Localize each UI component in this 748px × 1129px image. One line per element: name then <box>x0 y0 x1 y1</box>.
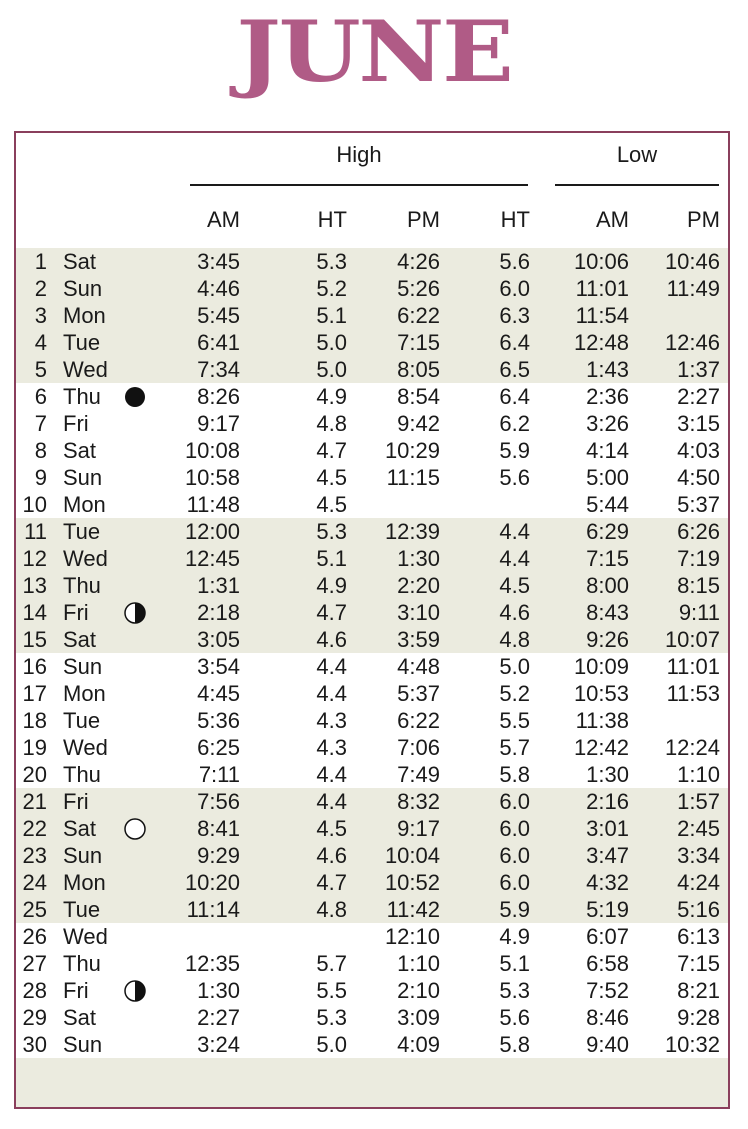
high-pm-column-header: PM <box>407 207 440 232</box>
day-number: 1 <box>34 249 47 274</box>
day-of-week: Sat <box>63 249 97 274</box>
day-number: 18 <box>22 708 47 733</box>
low-am-time: 2:16 <box>586 789 629 814</box>
high-am-height: 4.7 <box>316 870 347 895</box>
day-number: 30 <box>22 1032 47 1057</box>
day-number: 3 <box>34 303 47 328</box>
high-am-height: 5.7 <box>316 951 347 976</box>
moon-new-icon <box>124 386 146 408</box>
low-am-time: 8:43 <box>586 600 629 625</box>
day-number: 7 <box>34 411 47 436</box>
day-of-week: Sun <box>63 465 103 490</box>
low-pm-time: 11:53 <box>666 681 720 706</box>
day-number: 13 <box>22 573 47 598</box>
low-pm-time: 1:37 <box>677 357 720 382</box>
high-am-time: 1:30 <box>197 978 240 1003</box>
high-am-time: 3:24 <box>197 1032 240 1057</box>
table-row <box>16 329 728 356</box>
high-am-height: 4.5 <box>316 816 347 841</box>
high-am-time: 10:58 <box>184 465 240 490</box>
high-pm-height: 5.7 <box>499 735 530 760</box>
low-pm-time: 11:49 <box>666 276 720 301</box>
low-pm-time: 7:19 <box>677 546 720 571</box>
day-of-week: Mon <box>63 492 106 517</box>
low-pm-time: 6:13 <box>677 924 720 949</box>
low-pm-time: 7:15 <box>677 951 720 976</box>
low-am-time: 9:26 <box>586 627 629 652</box>
day-of-week: Sun <box>63 276 103 301</box>
high-pm-time: 10:29 <box>384 438 440 463</box>
day-of-week: Thu <box>63 573 101 598</box>
low-pm-time: 4:24 <box>677 870 720 895</box>
low-am-time: 12:48 <box>573 330 629 355</box>
high-pm-time: 9:17 <box>397 816 440 841</box>
high-am-time: 11:14 <box>186 897 240 922</box>
table-row <box>16 734 728 761</box>
high-pm-height: 6.0 <box>499 870 530 895</box>
page-title: JUNE <box>236 2 512 101</box>
high-pm-time: 5:37 <box>397 681 440 706</box>
day-of-week: Thu <box>63 762 101 787</box>
day-number: 15 <box>22 627 47 652</box>
high-am-height: 4.8 <box>316 897 347 922</box>
high-pm-height: 6.0 <box>499 276 530 301</box>
high-am-time: 7:11 <box>198 762 240 787</box>
high-am-time: 4:45 <box>197 681 240 706</box>
high-am-time: 8:26 <box>197 384 240 409</box>
low-am-time: 6:58 <box>586 951 629 976</box>
high-pm-time: 7:15 <box>397 330 440 355</box>
day-of-week: Sat <box>63 627 97 652</box>
low-am-time: 6:29 <box>586 519 629 544</box>
table-row <box>16 761 728 788</box>
high-am-time: 10:08 <box>184 438 240 463</box>
high-pm-height: 4.4 <box>499 519 530 544</box>
table-row <box>16 1004 728 1031</box>
low-am-time: 5:44 <box>586 492 629 517</box>
high-pm-height: 5.8 <box>499 762 530 787</box>
high-pm-height: 6.3 <box>499 303 530 328</box>
low-am-time: 2:36 <box>586 384 629 409</box>
high-am-time: 2:27 <box>197 1005 240 1030</box>
table-row <box>16 653 728 680</box>
high-pm-time: 12:39 <box>384 519 440 544</box>
high-am-time: 10:20 <box>184 870 240 895</box>
day-number: 2 <box>34 276 47 301</box>
table-row <box>16 842 728 869</box>
high-pm-time: 1:10 <box>397 951 440 976</box>
low-pm-time: 2:45 <box>677 816 720 841</box>
high-pm-time: 4:26 <box>397 249 440 274</box>
high-am-time: 12:45 <box>184 546 240 571</box>
day-of-week: Tue <box>63 330 101 355</box>
day-of-week: Wed <box>63 357 108 382</box>
low-am-time: 10:09 <box>573 654 629 679</box>
high-am-time: 7:56 <box>197 789 240 814</box>
high-am-height: 4.5 <box>316 465 347 490</box>
low-am-time: 11:38 <box>575 708 629 733</box>
high-am-time: 7:34 <box>197 357 240 382</box>
day-number: 24 <box>22 870 47 895</box>
day-of-week: Fri <box>63 789 89 814</box>
low-pm-time: 8:15 <box>677 573 720 598</box>
low-am-time: 5:00 <box>586 465 629 490</box>
high-am-height: 4.9 <box>316 384 347 409</box>
day-number: 10 <box>22 492 47 517</box>
table-row <box>16 518 728 545</box>
table-row <box>16 464 728 491</box>
day-number: 8 <box>34 438 47 463</box>
high-pm-height: 5.6 <box>499 1005 530 1030</box>
high-pm-time: 9:42 <box>397 411 440 436</box>
low-group-divider <box>555 184 719 186</box>
low-am-time: 6:07 <box>586 924 629 949</box>
high-am-height: 5.3 <box>316 249 347 274</box>
low-am-time: 10:06 <box>573 249 629 274</box>
high-pm-time: 7:49 <box>397 762 440 787</box>
high-pm-height: 5.0 <box>499 654 530 679</box>
table-row <box>16 896 728 923</box>
high-am-time: 3:05 <box>197 627 240 652</box>
table-row <box>16 275 728 302</box>
day-number: 12 <box>22 546 47 571</box>
high-am-time: 2:18 <box>197 600 240 625</box>
table-row <box>16 545 728 572</box>
day-number: 20 <box>22 762 47 787</box>
day-number: 6 <box>34 384 47 409</box>
day-number: 23 <box>22 843 47 868</box>
day-number: 21 <box>22 789 47 814</box>
high-pm-time: 6:22 <box>397 303 440 328</box>
table-row <box>16 1031 728 1058</box>
table-row <box>16 707 728 734</box>
high-am-height: 4.9 <box>316 573 347 598</box>
high-pm-time: 11:42 <box>386 897 440 922</box>
day-of-week: Wed <box>63 546 108 571</box>
high-am-height: 5.3 <box>316 1005 347 1030</box>
day-number: 9 <box>34 465 47 490</box>
day-of-week: Thu <box>63 384 101 409</box>
day-number: 28 <box>22 978 47 1003</box>
high-pm-time: 1:30 <box>397 546 440 571</box>
high-am-time: 4:46 <box>197 276 240 301</box>
low-pm-time: 12:46 <box>664 330 720 355</box>
low-pm-time: 8:21 <box>677 978 720 1003</box>
high-am-time: 11:48 <box>186 492 240 517</box>
low-tide-group-label: Low <box>616 142 658 167</box>
high-am-time: 8:41 <box>197 816 240 841</box>
high-am-column-header: AM <box>207 207 240 232</box>
table-row <box>16 788 728 815</box>
low-am-column-header: AM <box>596 207 629 232</box>
day-of-week: Sun <box>63 1032 103 1057</box>
low-pm-time: 9:11 <box>678 600 720 625</box>
high-pm-time: 3:10 <box>397 600 440 625</box>
low-am-time: 5:19 <box>586 897 629 922</box>
table-row <box>16 356 728 383</box>
moon-full-icon <box>124 818 146 840</box>
high-pm-height: 5.9 <box>499 897 530 922</box>
high-pm-time: 3:59 <box>397 627 440 652</box>
high-am-time: 9:29 <box>197 843 240 868</box>
low-pm-time: 9:28 <box>677 1005 720 1030</box>
high-am-time: 3:45 <box>197 249 240 274</box>
day-of-week: Mon <box>63 303 106 328</box>
high-pm-height: 6.0 <box>499 789 530 814</box>
high-am-height: 4.6 <box>316 627 347 652</box>
table-row <box>16 599 728 626</box>
low-pm-time: 1:10 <box>677 762 720 787</box>
high-am-height: 5.0 <box>316 357 347 382</box>
low-am-time: 1:43 <box>586 357 629 382</box>
day-of-week: Mon <box>63 870 106 895</box>
day-number: 27 <box>22 951 47 976</box>
high-am-height: 5.0 <box>316 1032 347 1057</box>
high-pm-height: 6.0 <box>499 816 530 841</box>
day-of-week: Tue <box>63 519 101 544</box>
high-am-height-column-header: HT <box>317 207 347 232</box>
low-pm-time: 5:37 <box>677 492 720 517</box>
low-am-time: 9:40 <box>586 1032 629 1057</box>
high-tide-group-label: High <box>336 142 382 167</box>
day-of-week: Wed <box>63 924 108 949</box>
table-row <box>16 815 728 842</box>
day-number: 4 <box>34 330 47 355</box>
high-pm-time: 8:32 <box>397 789 440 814</box>
high-pm-time: 7:06 <box>397 735 440 760</box>
high-pm-time: 3:09 <box>397 1005 440 1030</box>
high-pm-height: 6.0 <box>499 843 530 868</box>
high-pm-time: 12:10 <box>384 924 440 949</box>
table-row <box>16 410 728 437</box>
table-row <box>16 572 728 599</box>
high-am-time: 5:36 <box>197 708 240 733</box>
high-am-height: 4.4 <box>316 654 347 679</box>
high-pm-time: 10:04 <box>384 843 440 868</box>
table-row <box>16 680 728 707</box>
high-pm-time: 6:22 <box>397 708 440 733</box>
high-pm-time: 2:10 <box>397 978 440 1003</box>
low-am-time: 4:32 <box>586 870 629 895</box>
day-of-week: Fri <box>63 978 89 1003</box>
moon-first-quarter-icon <box>124 602 146 624</box>
day-of-week: Tue <box>63 708 101 733</box>
low-pm-time: 4:03 <box>677 438 720 463</box>
high-pm-time: 8:05 <box>397 357 440 382</box>
low-pm-time: 5:16 <box>677 897 720 922</box>
high-pm-height: 6.4 <box>499 384 530 409</box>
high-pm-time: 5:26 <box>397 276 440 301</box>
day-number: 19 <box>22 735 47 760</box>
high-pm-height: 5.1 <box>499 951 530 976</box>
low-am-time: 8:00 <box>586 573 629 598</box>
low-am-time: 3:01 <box>586 816 629 841</box>
high-am-height: 5.2 <box>316 276 347 301</box>
high-pm-time: 8:54 <box>397 384 440 409</box>
high-group-divider <box>190 184 528 186</box>
day-number: 25 <box>22 897 47 922</box>
high-pm-height: 5.6 <box>499 465 530 490</box>
day-of-week: Sat <box>63 816 97 841</box>
high-am-height: 5.3 <box>316 519 347 544</box>
high-pm-time: 4:09 <box>397 1032 440 1057</box>
day-number: 29 <box>22 1005 47 1030</box>
high-pm-height: 5.5 <box>499 708 530 733</box>
high-am-height: 4.8 <box>316 411 347 436</box>
day-of-week: Mon <box>63 681 106 706</box>
low-am-time: 4:14 <box>586 438 629 463</box>
high-pm-height: 4.9 <box>499 924 530 949</box>
day-of-week: Sat <box>63 1005 97 1030</box>
table-footer-band <box>16 1058 728 1107</box>
high-am-height: 4.4 <box>316 681 347 706</box>
low-am-time: 11:01 <box>575 276 629 301</box>
day-of-week: Fri <box>63 600 89 625</box>
day-number: 5 <box>34 357 47 382</box>
low-pm-time: 6:26 <box>677 519 720 544</box>
high-pm-height: 5.9 <box>499 438 530 463</box>
day-of-week: Wed <box>63 735 108 760</box>
high-am-time: 1:31 <box>197 573 240 598</box>
high-am-height: 4.4 <box>316 762 347 787</box>
low-pm-time: 2:27 <box>677 384 720 409</box>
day-number: 17 <box>22 681 47 706</box>
high-pm-time: 10:52 <box>384 870 440 895</box>
low-pm-time: 10:46 <box>664 249 720 274</box>
table-row <box>16 491 728 518</box>
low-pm-time: 12:24 <box>664 735 720 760</box>
low-am-time: 3:47 <box>586 843 629 868</box>
high-am-height: 5.5 <box>316 978 347 1003</box>
low-pm-time: 3:15 <box>677 411 720 436</box>
low-pm-time: 3:34 <box>677 843 720 868</box>
high-pm-height: 5.2 <box>499 681 530 706</box>
high-am-height: 4.5 <box>316 492 347 517</box>
high-pm-height: 6.2 <box>499 411 530 436</box>
table-row <box>16 626 728 653</box>
table-row <box>16 248 728 275</box>
day-of-week: Sun <box>63 654 103 679</box>
day-number: 26 <box>22 924 47 949</box>
low-am-time: 11:54 <box>575 303 629 328</box>
day-number: 22 <box>22 816 47 841</box>
low-am-time: 8:46 <box>586 1005 629 1030</box>
low-pm-time: 10:07 <box>664 627 720 652</box>
high-am-time: 6:25 <box>197 735 240 760</box>
high-am-time: 9:17 <box>197 411 240 436</box>
day-number: 11 <box>24 519 47 544</box>
day-of-week: Thu <box>63 951 101 976</box>
high-am-time: 3:54 <box>197 654 240 679</box>
low-am-time: 12:42 <box>573 735 629 760</box>
high-pm-height: 4.6 <box>499 600 530 625</box>
table-row <box>16 977 728 1004</box>
high-pm-time: 11:15 <box>386 465 440 490</box>
high-am-time: 5:45 <box>197 303 240 328</box>
low-am-time: 10:53 <box>573 681 629 706</box>
table-row <box>16 302 728 329</box>
high-pm-height: 4.5 <box>499 573 530 598</box>
tide-rows <box>16 248 728 1058</box>
low-pm-time: 11:01 <box>666 654 720 679</box>
low-am-time: 1:30 <box>586 762 629 787</box>
high-pm-time: 4:48 <box>397 654 440 679</box>
high-pm-height: 6.5 <box>499 357 530 382</box>
day-of-week: Sat <box>63 438 97 463</box>
high-pm-height: 4.4 <box>499 546 530 571</box>
low-pm-time: 10:32 <box>664 1032 720 1057</box>
high-am-height: 4.7 <box>316 438 347 463</box>
table-row <box>16 383 728 410</box>
table-row <box>16 869 728 896</box>
high-am-time: 6:41 <box>197 330 240 355</box>
low-pm-column-header: PM <box>687 207 720 232</box>
day-of-week: Sun <box>63 843 103 868</box>
low-am-time: 3:26 <box>586 411 629 436</box>
high-am-height: 5.1 <box>316 303 347 328</box>
high-pm-height: 5.6 <box>499 249 530 274</box>
table-row <box>16 923 728 950</box>
high-pm-height: 4.8 <box>499 627 530 652</box>
high-pm-time: 2:20 <box>397 573 440 598</box>
low-pm-time: 1:57 <box>677 789 720 814</box>
high-am-height: 4.6 <box>316 843 347 868</box>
day-of-week: Fri <box>63 411 89 436</box>
low-am-time: 7:15 <box>586 546 629 571</box>
high-am-height: 4.4 <box>316 789 347 814</box>
high-am-time: 12:00 <box>184 519 240 544</box>
high-pm-height: 5.3 <box>499 978 530 1003</box>
table-row <box>16 950 728 977</box>
high-pm-height-column-header: HT <box>500 207 530 232</box>
high-pm-height: 5.8 <box>499 1032 530 1057</box>
table-row <box>16 437 728 464</box>
low-pm-time: 4:50 <box>677 465 720 490</box>
high-pm-height: 6.4 <box>499 330 530 355</box>
high-am-time: 12:35 <box>184 951 240 976</box>
day-number: 16 <box>22 654 47 679</box>
moon-last-quarter-icon <box>124 980 146 1002</box>
day-of-week: Tue <box>63 897 101 922</box>
high-am-height: 4.3 <box>316 735 347 760</box>
day-number: 14 <box>22 600 47 625</box>
low-am-time: 7:52 <box>586 978 629 1003</box>
high-am-height: 4.3 <box>316 708 347 733</box>
high-am-height: 5.0 <box>316 330 347 355</box>
high-am-height: 5.1 <box>316 546 347 571</box>
high-am-height: 4.7 <box>316 600 347 625</box>
